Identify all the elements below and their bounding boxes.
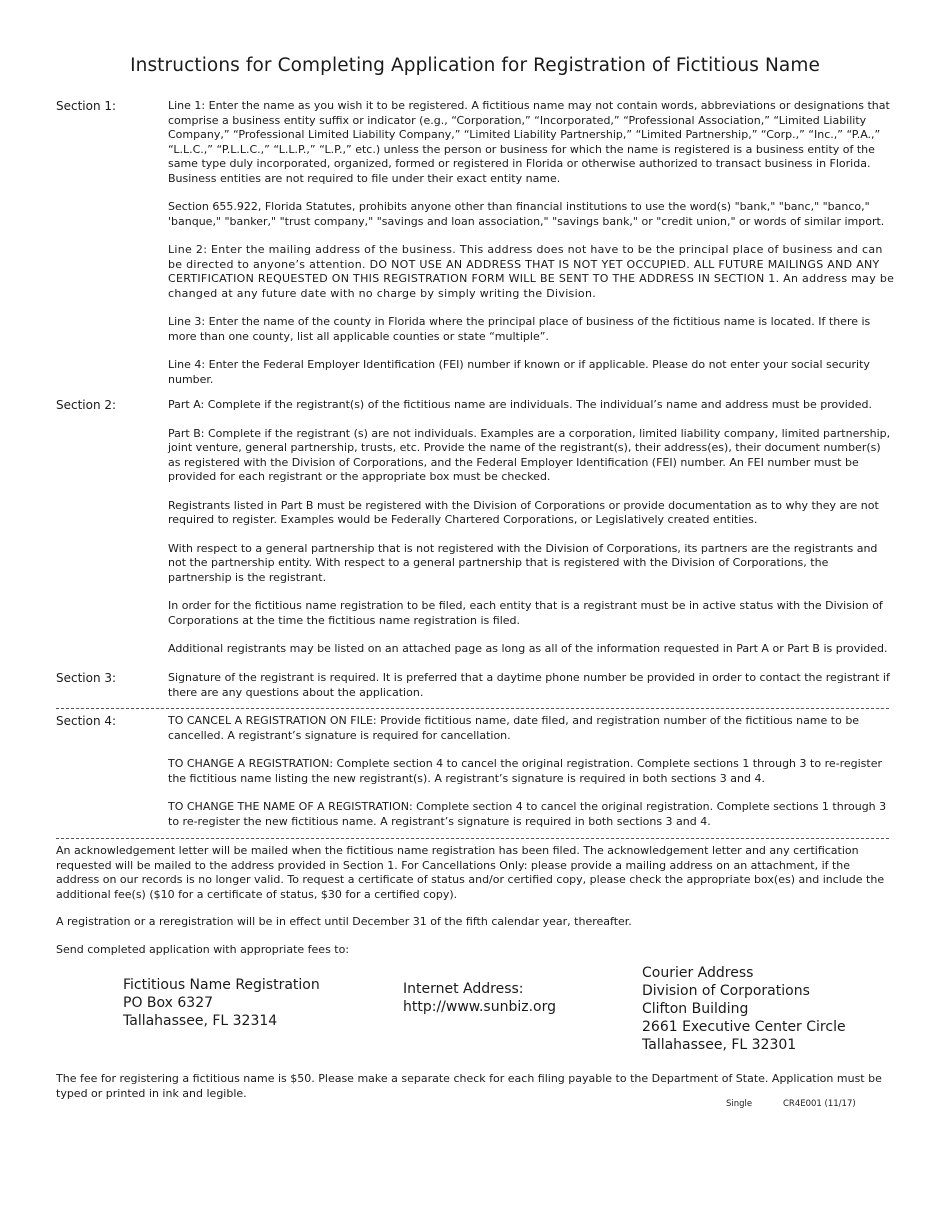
courier-address xyxy=(642,964,846,1054)
mailing-address-line: PO Box 6327 xyxy=(123,995,214,1011)
statute-note: Section 655.922, Florida Statutes, prohibits anyone other than financial institutions to use the word(s) "bank," "banc," "banco," 'banque," "banker," "trust company," "savings and loan association," "savings bank," or "credit union," or words of similar import. xyxy=(168,200,885,228)
courier-address-line: Clifton Building xyxy=(642,1001,749,1017)
section-divider xyxy=(56,708,889,709)
line-1-instructions: Line 1: Enter the name as you wish it to be registered. A fictitious name may not contain words, abbreviations or designations that comprise a business entity suffix or indicator (e.g., “Corporation,” “Incorporated,” “Professional Association,” “Limited Liability Company,” “Professional Limited Liability Company,” “Limited Liability Partnership,” “Limited Partnership,” “Corp.,” “Inc.,” “P.A.,” “L.L.C.,” “P.L.L.C.,” “L.L.P.,” “L.P.,” etc.) unless the person or business for which the name is registered is a business entity of the same type duly incorporated, organized, formed or registered in Florida or otherwise authorized to transact business in Florida. Business entities are not required to file under their exact entity name. xyxy=(168,99,890,185)
section-label: Section 2: xyxy=(56,398,117,412)
send-to-note: Send completed application with appropriate fees to: xyxy=(56,943,350,956)
section-body xyxy=(168,714,895,829)
cancel-registration-instructions: TO CANCEL A REGISTRATION ON FILE: Provide fictitious name, date filed, and registration number of the fictitious name to be cancelled. A registrant’s signature is required for cancellation. xyxy=(168,714,860,742)
line-2-instructions: Line 2: Enter the mailing address of the business. This address does not have to be the principal place of business and can be directed to anyone’s attention. DO NOT USE AN ADDRESS THAT IS NOT YET OCCUPIED. ALL FUTURE MAILINGS AND ANY CERTIFICATION REQUESTED ON THIS REGISTRATION FORM WILL BE SENT TO THE ADDRESS IN SECTION 1. An address may be changed at any future date with no charge by simply writing the Division. xyxy=(168,243,895,300)
courier-address-line: Courier Address xyxy=(642,965,754,981)
internet-address-label: Internet Address: xyxy=(403,981,524,997)
form-type: Single xyxy=(726,1099,753,1109)
additional-registrants-note: Additional registrants may be listed on an attached page as long as all of the information requested in Part A or Part B is provided. xyxy=(168,642,888,655)
mailing-address xyxy=(123,976,320,1030)
registrant-registration-note: Registrants listed in Part B must be registered with the Division of Corporations or provide documentation as to why they are not required to register. Examples would be Federally Chartered Corporations, or Legislatively created entities. xyxy=(168,498,879,526)
fee-note: The fee for registering a fictitious name is $50. Please make a separate check for each filing payable to the Department of State. Application must be typed or printed in ink and legible. xyxy=(56,1072,882,1100)
signature-instructions: Signature of the registrant is required. It is preferred that a daytime phone number be provided in order to contact the registrant if there are any questions about the application. xyxy=(168,671,890,699)
change-registration-instructions: TO CHANGE A REGISTRATION: Complete section 4 to cancel the original registration. Complete sections 1 through 3 to re-register the fictitious name listing the new registrant(s). A registrant’s signature is required in both sections 3 and 4. xyxy=(168,757,883,785)
section-label: Section 3: xyxy=(56,671,117,685)
section-label: Section 4: xyxy=(56,714,117,728)
mailing-address-line: Tallahassee, FL 32314 xyxy=(123,1013,278,1029)
section-body xyxy=(168,99,895,387)
form-code: CR4E001 (11/17) xyxy=(783,1099,856,1109)
section-body xyxy=(168,671,895,700)
general-partnership-note: With respect to a general partnership that is not registered with the Division of Corporations, its partners are the registrants and not the partnership entity. With respect to a general partnership that is registered with the Division of Corporations, the partnership is the registrant. xyxy=(168,541,878,584)
line-3-instructions: Line 3: Enter the name of the county in Florida where the principal place of business of the fictitious name is located. If there is more than one county, list all applicable counties or state “multiple”. xyxy=(168,315,871,343)
effective-period-note: A registration or a reregistration will be in effect until December 31 of the fifth calendar year, thereafter. xyxy=(56,915,632,928)
courier-address-line: Tallahassee, FL 32301 xyxy=(642,1037,797,1053)
courier-address-line: 2661 Executive Center Circle xyxy=(642,1019,846,1035)
change-name-instructions: TO CHANGE THE NAME OF A REGISTRATION: Complete section 4 to cancel the original registration. Complete sections 1 through 3 to re-register the new fictitious name. A registrant’s signature is required in both sections 3 and 4. xyxy=(168,800,887,828)
section-label: Section 1: xyxy=(56,99,117,113)
part-b-instructions: Part B: Complete if the registrant (s) are not individuals. Examples are a corporation, limited liability company, limited partnership, joint venture, general partnership, trusts, etc. Provide the name of the registrant(s), their address(es), their document number(s) as registered with the Division of Corporations, and the Federal Employer Identification (FEI) number. An FEI number must be provided for each registrant or the appropriate box must be checked. xyxy=(168,426,891,483)
section-body xyxy=(168,398,895,657)
part-a-instructions: Part A: Complete if the registrant(s) of the fictitious name are individuals. The individual’s name and address must be provided. xyxy=(168,398,873,411)
internet-address xyxy=(403,980,556,1016)
courier-address-line: Division of Corporations xyxy=(642,983,810,999)
active-status-note: In order for the fictitious name registration to be filed, each entity that is a registrant must be in active status with the Division of Corporations at the time the fictitious name registration is filed. xyxy=(168,599,883,627)
acknowledgement-note: An acknowledgement letter will be mailed when the fictitious name registration has been filed. The acknowledgement letter and any certification requested will be mailed to the address provided in Section 1. For Cancellations Only: please provide a mailing address on an attachment, if the address on our records is no longer valid. To request a certificate of status and/or certified copy, please check the appropriate box(es) and include the additional fee(s) ($10 for a certificate of status, $30 for a certified copy). xyxy=(56,844,885,901)
line-4-instructions: Line 4: Enter the Federal Employer Identification (FEI) number if known or if applicable. Please do not enter your social security number. xyxy=(168,358,870,386)
section-divider xyxy=(56,838,889,839)
page-title: Instructions for Completing Application for Registration of Fictitious Name xyxy=(130,55,820,76)
internet-address-url[interactable]: http://www.sunbiz.org xyxy=(403,999,556,1015)
mailing-address-line: Fictitious Name Registration xyxy=(123,977,320,993)
